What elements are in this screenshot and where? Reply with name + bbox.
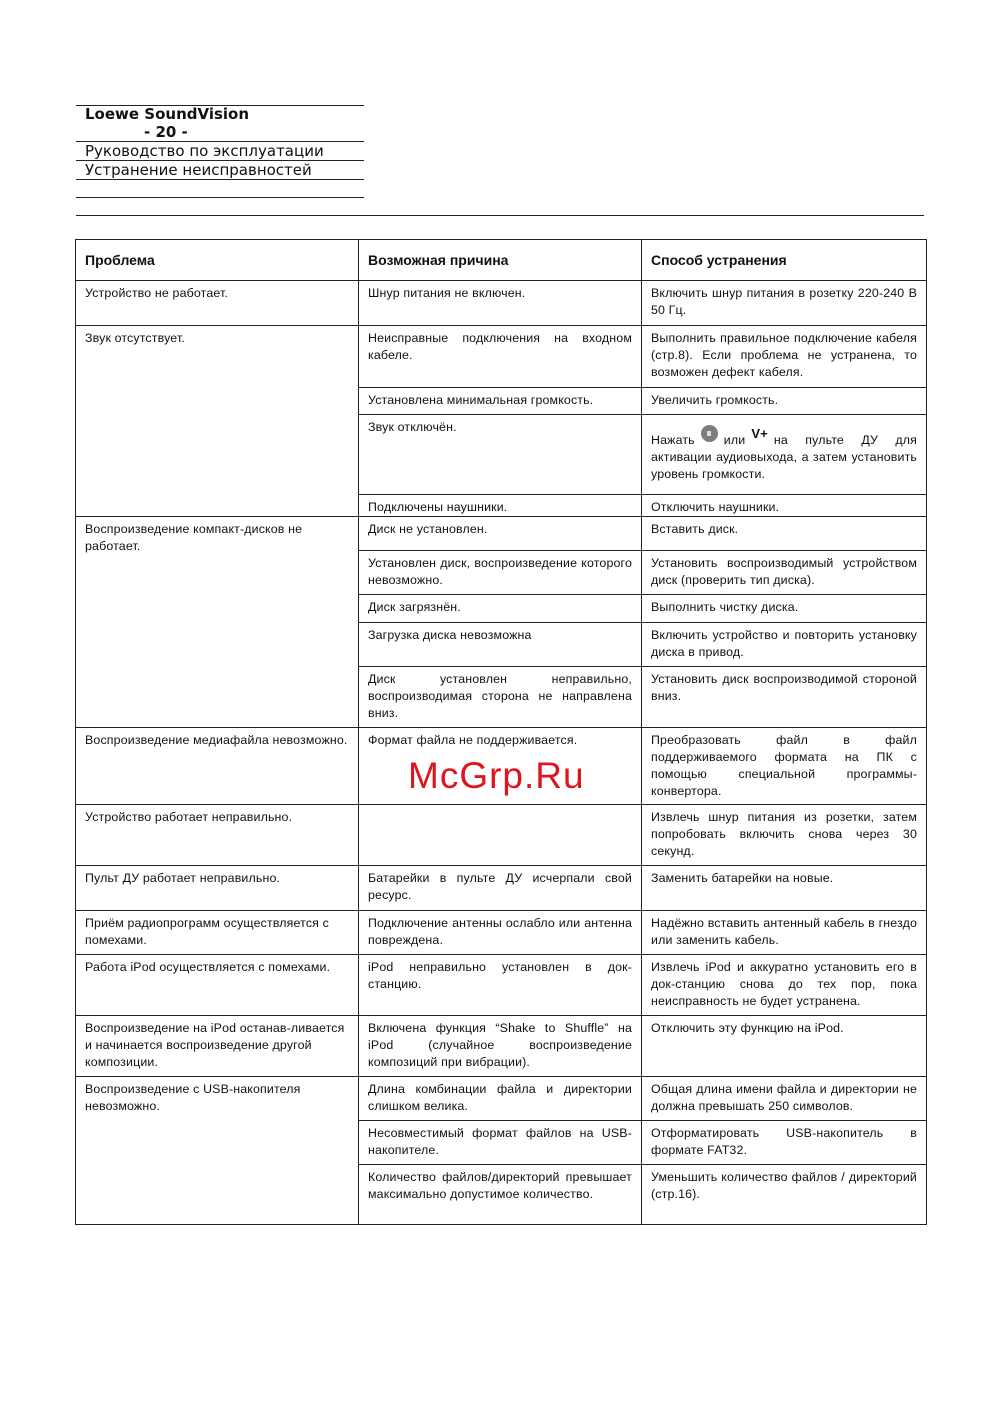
fix-cell: Уменьшить количество файлов / директорий (стр.16). <box>642 1165 927 1225</box>
problem-cell: Устройство не работает. <box>76 281 359 326</box>
rule <box>76 215 924 216</box>
fix-cell: Заменить батарейки на новые. <box>642 866 927 911</box>
fix-cell: Преобразовать файл в файл поддерживаемого формата на ПК с помощью специальной программы-конвертора. <box>642 728 927 805</box>
fix-cell: Отформатировать USB-накопитель в формате FAT32. <box>642 1121 927 1165</box>
fix-cell: Вставить диск. <box>642 517 927 551</box>
problem-cell: Работа iPod осуществляется с помехами. <box>76 955 359 1016</box>
cause-cell: iPod неправильно установлен в док-станцию. <box>359 955 642 1016</box>
problem-cell: Пульт ДУ работает неправильно. <box>76 866 359 911</box>
cause-cell <box>359 805 642 866</box>
table-row <box>76 805 927 866</box>
cause-cell: Включена функция “Shake to Shuffle” на iPod (случайное воспроизведение композиций при вибрации). <box>359 1016 642 1077</box>
watermark: McGrp.Ru <box>408 755 585 796</box>
problem-cell: Приём радиопрограмм осуществляется с помехами. <box>76 911 359 955</box>
cause-cell: Диск загрязнён. <box>359 595 642 623</box>
mute-icon <box>701 425 718 442</box>
table-row <box>76 866 927 911</box>
cause-cell: Диск установлен неправильно, воспроизводимая сторона не направлена вниз. <box>359 667 642 728</box>
problem-cell: Воспроизведение на iPod останав-ливается и начинается воспроизведение другой композиции. <box>76 1016 359 1077</box>
cause-cell: Количество файлов/директорий превышает максимально допустимое количество. <box>359 1165 642 1225</box>
fix-cell: Отключить наушники. <box>642 495 927 517</box>
fix-cell: Увеличить громкость. <box>642 388 927 415</box>
cause-cell: Шнур питания не включен. <box>359 281 642 326</box>
problem-cell: Устройство работает неправильно. <box>76 805 359 866</box>
fix-cell: Отключить эту функцию на iPod. <box>642 1016 927 1077</box>
fix-cell <box>642 415 927 495</box>
column-header-problem: Проблема <box>76 240 359 281</box>
cause-cell: Диск не установлен. <box>359 517 642 551</box>
cause-cell: Установлен диск, воспроизведение которого невозможно. <box>359 551 642 595</box>
cause-cell: Несовместимый формат файлов на USB-накопителе. <box>359 1121 642 1165</box>
cause-cell: Подключены наушники. <box>359 495 642 517</box>
fix-cell: Извлечь шнур питания из розетки, затем попробовать включить снова через 30 секунд. <box>642 805 927 866</box>
cause-cell: Батарейки в пульте ДУ исчерпали свой ресурс. <box>359 866 642 911</box>
fix-cell: Установить воспроизводимый устройством диск (проверить тип диска). <box>642 551 927 595</box>
fix-cell: Выполнить правильное подключение кабеля (стр.8). Если проблема не устранена, то возможен дефект кабеля. <box>642 326 927 388</box>
cause-cell: Подключение антенны ослабло или антенна повреждена. <box>359 911 642 955</box>
problem-cell: Воспроизведение медиафайла невозможно. <box>76 728 359 805</box>
cause-cell: Неисправные подключения на входном кабеле. <box>359 326 642 388</box>
table-row <box>76 955 927 1016</box>
cause-cell: Загрузка диска невозможна <box>359 623 642 667</box>
table-row <box>76 517 927 551</box>
column-header-cause: Возможная причина <box>359 240 642 281</box>
page-number: - 20 - <box>144 123 188 141</box>
brand-name: Loewe SoundVision <box>85 105 250 123</box>
column-header-fix: Способ устранения <box>642 240 927 281</box>
table-header-row <box>76 240 927 281</box>
troubleshooting-table <box>75 239 927 1225</box>
problem-cell: Воспроизведение компакт-дисков не работает. <box>76 517 359 728</box>
rule <box>76 197 364 198</box>
cause-cell: Установлена минимальная громкость. <box>359 388 642 415</box>
fix-cell: Включить шнур питания в розетку 220-240 В 50 Гц. <box>642 281 927 326</box>
section-title: Устранение неисправностей <box>85 161 312 179</box>
rule <box>76 179 364 180</box>
problem-cell: Звук отсутствует. <box>76 326 359 517</box>
cause-cell: Формат файла не поддерживается. <box>359 728 642 805</box>
fix-text: на пульте ДУ для активации аудиовыхода, а затем установить уровень громкости. <box>651 433 917 481</box>
fix-cell: Общая длина имени файла и директории не должна превышать 250 символов. <box>642 1077 927 1121</box>
fix-cell: Надёжно вставить антенный кабель в гнездо или заменить кабель. <box>642 911 927 955</box>
table-row <box>76 911 927 955</box>
table-row <box>76 1016 927 1077</box>
fix-cell: Включить устройство и повторить установку диска в привод. <box>642 623 927 667</box>
problem-cell: Воспроизведение с USB-накопителя невозможно. <box>76 1077 359 1225</box>
volume-up-icon: V+ <box>751 426 768 441</box>
table-row <box>76 1077 927 1121</box>
fix-text: или <box>723 433 746 447</box>
fix-cell: Установить диск воспроизводимой стороной вниз. <box>642 667 927 728</box>
fix-cell: Извлечь iPod и аккуратно установить его в док-станцию снова до тех пор, пока неисправность не будет устранена. <box>642 955 927 1016</box>
fix-text: Нажать <box>651 433 695 447</box>
manual-title: Руководство по эксплуатации <box>85 142 324 160</box>
cause-cell: Длина комбинации файла и директории слишком велика. <box>359 1077 642 1121</box>
table-row <box>76 326 927 388</box>
cause-cell: Звук отключён. <box>359 415 642 495</box>
table-row <box>76 281 927 326</box>
fix-cell: Выполнить чистку диска. <box>642 595 927 623</box>
